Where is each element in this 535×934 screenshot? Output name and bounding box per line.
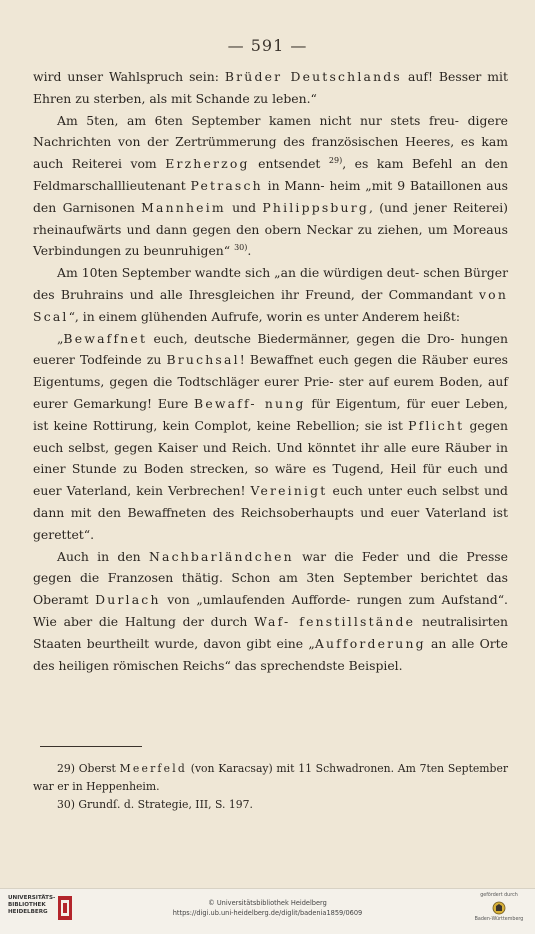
text-run: neutralisirten Staaten beurtheilt wurde, davon gibt eine „	[33, 613, 509, 651]
text-run: und	[225, 199, 263, 215]
sponsor-block	[471, 893, 527, 923]
footnote-ref-30[interactable]: 30)	[234, 243, 248, 253]
footnote-30	[33, 796, 508, 814]
text-run: “, in einem glühenden Aufrufe, worin es unter Anderem heißt:	[68, 308, 461, 324]
text-run: Auch in den	[57, 548, 149, 564]
spaced-text: Mannheim	[141, 199, 226, 215]
spaced-text: Bewaff- nung	[194, 395, 306, 411]
text-run: , (und jener Reiterei) rheinaufwärts und dann gegen den obern Neckar zu ziehen, um Moreaus Verbindungen zu beunruhigen“	[33, 199, 508, 259]
text-run: .	[247, 243, 252, 259]
sponsor-name: Baden-Württemberg	[474, 917, 524, 922]
text-run: an alle Orte des heiligen römischen Reichs“ das sprechendste Beispiel.	[33, 635, 508, 673]
text-run: euch, deutsche Biedermänner, gegen die Dro- hungen euerer Todfeinde zu	[33, 330, 508, 368]
paragraph-5	[33, 546, 508, 677]
text-run: in Mann- heim „mit 9 Bataillonen aus den Garnisonen	[33, 177, 508, 215]
library-name-line-3: HEIDELBERG	[8, 909, 48, 915]
text-run: von „umlaufenden Aufforde- rungen zum Aufstand“. Wie aber die Haltung der durch	[33, 592, 508, 629]
text-run: , es kam Befehl an den Feldmarschalllieutenant	[33, 156, 508, 193]
text-run: 29) Oberst	[57, 762, 120, 775]
spaced-text: Vereinigt	[250, 483, 328, 499]
spaced-text: Bewaffnet	[63, 330, 148, 346]
copyright-text: © Universitätsbibliothek Heidelberg	[208, 899, 327, 907]
spaced-text: Aufforderung	[314, 635, 426, 651]
footnote-divider	[40, 746, 142, 747]
spaced-text: Petrasch	[190, 177, 263, 193]
spaced-text: Philippsburg	[262, 199, 369, 215]
viewer-footer	[0, 888, 535, 934]
text-run: (von Karacsay) mit 11 Schwadronen. Am 7ten September war er in Heppenheim.	[33, 762, 508, 793]
spaced-text: Nachbarländchen	[148, 548, 294, 564]
library-name-line-1: UNIVERSITÄTS-	[8, 895, 56, 901]
text-run: ! Bewaffnet euch gegen die Räuber eures Eigentums, gegen die Todtschläger eurer Prie- ster auf eurem Boden, auf eurer Gemarkung! Eure	[33, 352, 509, 411]
text-run: Am 10ten September wandte sich „an die würdigen deut- schen Bürger des Bruhrains und alle Ihresgleichen ihr Freund, der Commandant	[33, 265, 508, 302]
paragraph-3	[33, 262, 508, 327]
text-run: 30) Grundſ. d. Strategie, III, S. 197.	[57, 798, 253, 811]
spaced-text: Durlach	[95, 592, 161, 608]
text-run: Am 5ten, am 6ten September kamen nicht nur stets freu- digere Nachrichten von der Zertrümmerung des französischen Heeres, es kam auch Reiterei vom	[33, 112, 508, 172]
footnote-ref-29[interactable]: 29)	[328, 156, 343, 166]
spaced-text: Bruchsal	[166, 352, 240, 368]
text-run: auf! Besser mit Ehren zu sterben, als mit Schande zu leben.“	[33, 69, 509, 106]
footnote-29	[33, 760, 508, 796]
spaced-text: von Scal	[33, 286, 508, 324]
spaced-text: Pflicht	[408, 417, 465, 433]
permalink[interactable]: https://digi.ub.uni-heidelberg.de/diglit/badenia1859/0609	[172, 909, 363, 917]
paragraph-4	[33, 328, 508, 546]
page-number: — 591 —	[227, 36, 308, 55]
paragraph-2	[33, 110, 508, 263]
spaced-text: Erzherzog	[165, 156, 250, 172]
text-run: „	[57, 330, 64, 346]
body-text	[33, 66, 508, 676]
text-run: war die Feder und die Presse gegen die Franzosen thätig. Schon am 3ten September berichtet das Oberamt	[33, 548, 508, 608]
sponsor-caption: gefördert durch	[480, 893, 518, 898]
footnotes	[33, 760, 508, 814]
text-run: wird unser Wahlspruch sein:	[33, 69, 225, 84]
spaced-text: Waf- fenstillstände	[254, 613, 416, 629]
text-run: euch unter euch selbst und dann mit den Bewaffneten des Reichsoberhaupts und euer Vaterland ist gerettet“.	[33, 483, 508, 542]
paragraph-1	[33, 66, 508, 110]
copyright-notice	[0, 898, 535, 918]
spaced-text: Brüder Deutschlands	[224, 69, 402, 84]
text-run: entsendet	[249, 156, 329, 172]
state-emblem-icon	[492, 901, 506, 915]
text-run: für Eigentum, für euer Leben, ist keine Rottirung, kein Complot, keine Rebellion; sie ist	[33, 395, 509, 433]
library-name-line-2: BIBLIOTHEK	[8, 902, 46, 908]
text-run: gegen euch selbst, gegen Kaiser und Reich. Und könntet ihr alle eure Räuber in einer Stunde zu Boden strecken, so wäre es Tugend, Heil für euch und euer Vaterland, kein Verbrechen!	[33, 417, 508, 499]
spaced-text: Meerfeld	[119, 762, 187, 775]
